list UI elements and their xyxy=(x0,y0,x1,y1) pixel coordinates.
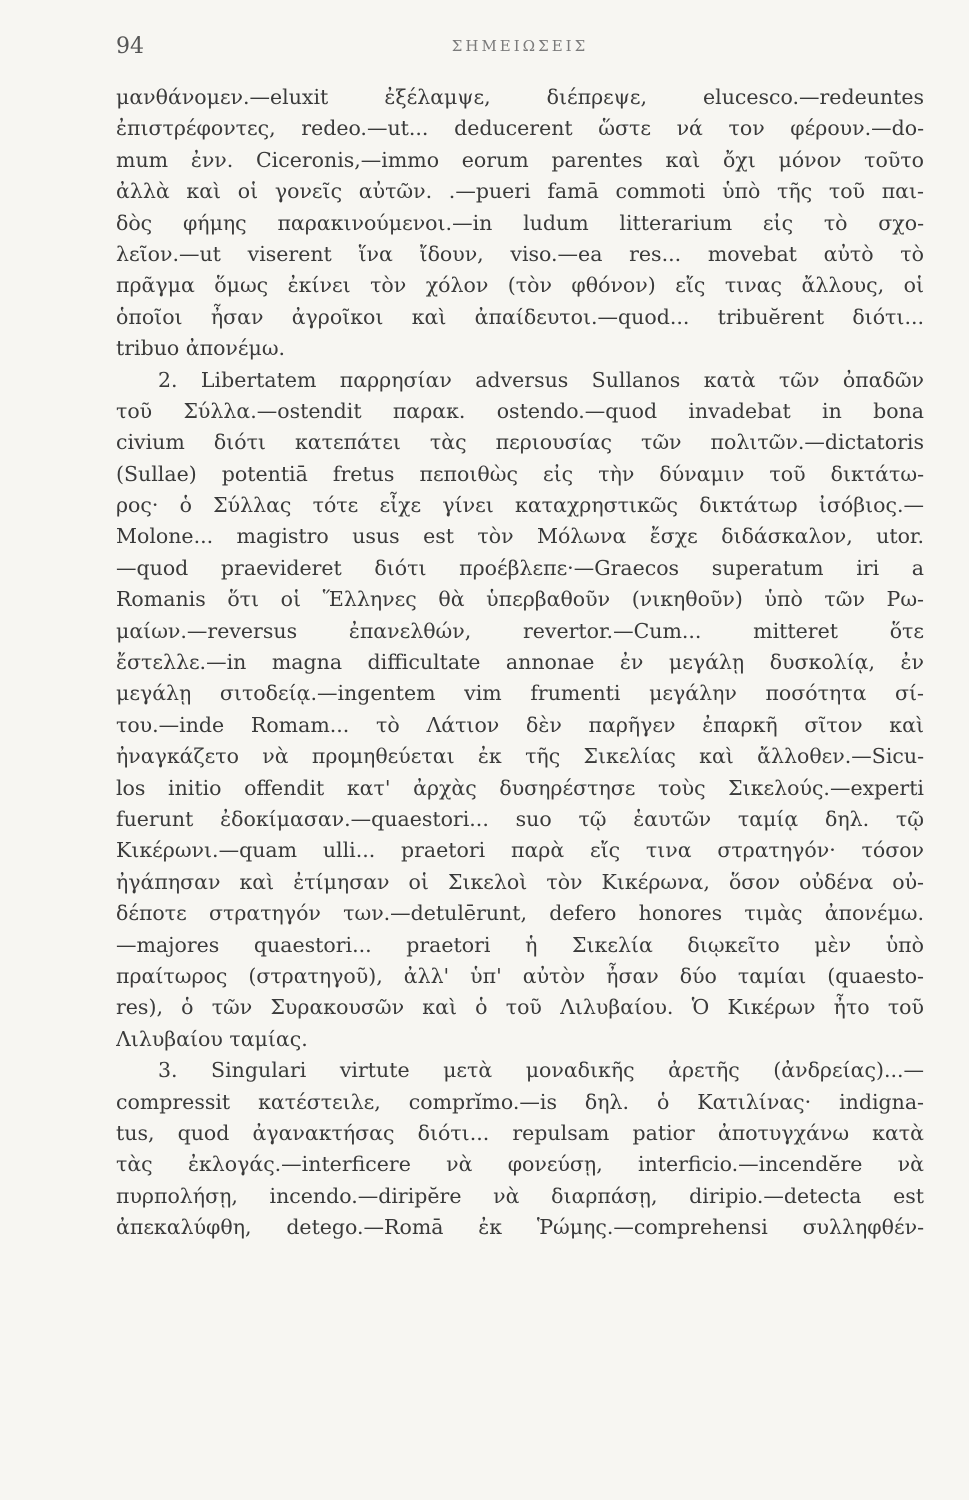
text-line: ἀπεκαλύφθη, detego.—Romā ἐκ Ῥώμης.—comprehensi συλληφθέν- xyxy=(116,1215,924,1240)
text-line: civium διότι κατεπάτει τὰς περιουσίας τῶν πολιτῶν.—dictatoris xyxy=(116,430,924,455)
text-line: πρᾶγμα ὅμως ἐκίνει τὸν χόλον (τὸν φθόνον) εἴς τινας ἄλλους, οἱ xyxy=(116,273,924,298)
text-line: μεγάλῃ σιτοδείᾳ.—ingentem vim frumenti μεγάλην ποσότητα σί- xyxy=(116,681,924,706)
text-line: ἐπιστρέφοντες, redeo.—ut... deducerent ὥστε νά τον φέρουν.—do- xyxy=(116,116,924,141)
text-line: δέποτε στρατηγόν των.—detulērunt, defero honores τιμὰς ἀπονέμω. xyxy=(116,901,924,926)
page-header xyxy=(116,34,924,64)
text-line: Romanis ὅτι οἱ Ἕλληνες θὰ ὑπερβαθοῦν (νικηθοῦν) ὑπὸ τῶν Ρω- xyxy=(116,587,924,612)
text-line: μανθάνομεν.—eluxit ἐξέλαμψε, διέπρεψε, elucesco.—redeuntes xyxy=(116,85,924,109)
text-line: πυρπολήσῃ, incendo.—diripĕre νὰ διαρπάσῃ, diripio.—detecta est xyxy=(116,1183,924,1208)
text-line: Λιλυβαίου ταμίας. xyxy=(116,1026,308,1051)
text-line: Molone... magistro usus est τὸν Μόλωνα ἔσχε διδάσκαλον, utor. xyxy=(116,524,924,549)
text-line: —majores quaestori... praetori ἡ Σικελία διῳκεῖτο μὲν ὑπὸ xyxy=(116,932,924,957)
page-number: 94 xyxy=(116,34,144,59)
text-line: tus, quod ἀγανακτήσας διότι... repulsam patior ἀποτυγχάνω κατὰ xyxy=(116,1120,924,1145)
text-line: 3. Singulari virtute μετὰ μοναδικῆς ἀρετῆς (ἀνδρείας)...— xyxy=(158,1058,924,1083)
text-line: tribuo ἀπονέμω. xyxy=(116,336,286,361)
text-line: ρος· ὁ Σύλλας τότε εἶχε γίνει καταχρηστικῶς δικτάτωρ ἰσόβιος.— xyxy=(116,493,924,518)
text-line: los initio offendit κατ' ἀρχὰς δυσηρέστησε τοὺς Σικελούς.—experti xyxy=(116,775,924,800)
text-line: τὰς ἐκλογάς.—interficere νὰ φονεύσῃ, interficio.—incendĕre νὰ xyxy=(116,1152,924,1177)
text-line: ὁποῖοι ἦσαν ἀγροῖκοι καὶ ἀπαίδευτοι.—quod... tribuĕrent διότι... xyxy=(116,304,924,329)
text-line: ἀλλὰ καὶ οἱ γονεῖς αὐτῶν. .—pueri famā commoti ὑπὸ τῆς τοῦ παι- xyxy=(116,179,924,204)
text-line: δὸς φήμης παρακινούμενοι.—in ludum litterarium εἰς τὸ σχο- xyxy=(116,210,924,235)
running-head: ΣΗΜΕΙΩΣΕΙΣ xyxy=(451,37,589,55)
text-line: res), ὁ τῶν Συρακουσῶν καὶ ὁ τοῦ Λιλυβαίου. Ὁ Κικέρων ἦτο τοῦ xyxy=(116,995,924,1020)
text-line: λεῖον.—ut viserent ἵνα ἴδουν, viso.—ea res... movebat αὐτὸ τὸ xyxy=(116,241,924,266)
text-line: ἠναγκάζετο νὰ προμηθεύεται ἐκ τῆς Σικελίας καὶ ἄλλοθεν.—Sicu- xyxy=(116,744,924,769)
text-line: mum ἐνν. Ciceronis,—immo eorum parentes καὶ ὄχι μόνον τοῦτο xyxy=(116,147,924,172)
text-line: —quod praevideret διότι προέβλεπε·—Graecos superatum iri a xyxy=(116,555,924,580)
text-line: 2. Libertatem παρρησίαν adversus Sullanos κατὰ τῶν ὀπαδῶν xyxy=(158,367,924,392)
text-line: (Sullae) potentiā fretus πεποιθὼς εἰς τὴν δύναμιν τοῦ δικτάτω- xyxy=(116,461,924,486)
text-line: του.—inde Romam... τὸ Λάτιον δὲν παρῆγεν ἐπαρκῆ σῖτον καὶ xyxy=(116,712,924,737)
text-line: compressit κατέστειλε, comprĭmo.—is δηλ. ὁ Κατιλίνας· indigna- xyxy=(116,1089,924,1114)
text-line: ἠγάπησαν καὶ ἐτίμησαν οἱ Σικελοὶ τὸν Κικέρωνα, ὅσον οὐδένα οὐ- xyxy=(116,869,924,894)
text-line: πραίτωρος (στρατηγοῦ), ἀλλ' ὑπ' αὐτὸν ἦσαν δύο ταμίαι (quaesto- xyxy=(116,963,924,988)
commentary-text xyxy=(116,82,924,1243)
text-line: ἔστελλε.—in magna difficultate annonae ἐν μεγάλῃ δυσκολίᾳ, ἐν xyxy=(116,650,924,675)
text-line: μαίων.—reversus ἐπανελθών, revertor.—Cum... mitteret ὅτε xyxy=(116,618,924,643)
text-line: Κικέρωνι.—quam ulli... praetori παρὰ εἴς τινα στρατηγόν· τόσον xyxy=(116,838,924,863)
text-line: fuerunt ἐδοκίμασαν.—quaestori... suo τῷ ἑαυτῶν ταμίᾳ δηλ. τῷ xyxy=(116,806,924,831)
text-line: τοῦ Σύλλα.—ostendit παρακ. ostendo.—quod invadebat in bona xyxy=(116,398,924,423)
